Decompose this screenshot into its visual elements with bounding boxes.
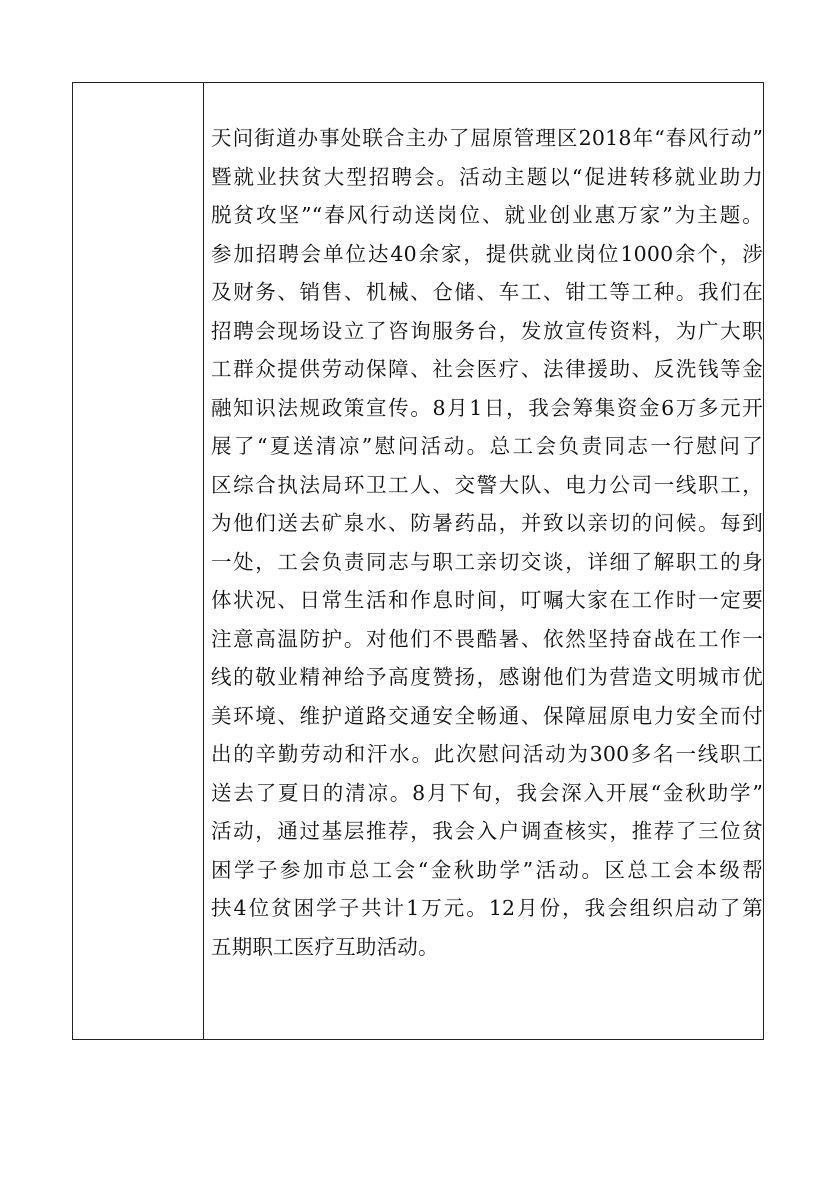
- table-column-divider: [203, 83, 204, 1039]
- text-line-last: 五期职工医疗互助活动。: [211, 934, 439, 959]
- text-line: 及财务、销售、机械、仓储、车工、钳工等工种。我们在: [211, 280, 763, 304]
- text-line: 线的敬业精神给予高度赞扬，感谢他们为营造文明城市优: [211, 665, 763, 689]
- text-line: 暨就业扶贫大型招聘会。活动主题以“促进转移就业助力: [211, 164, 763, 189]
- text-line: 区综合执法局环卫工人、交警大队、电力公司一线职工，: [211, 472, 763, 497]
- text-line: 送去了夏日的清凉。8月下旬，我会深入开展“金秋助学”: [211, 780, 763, 805]
- text-line: 脱贫攻坚”“春风行动送岗位、就业创业惠万家”为主题。: [211, 203, 763, 227]
- text-line: 为他们送去矿泉水、防暑药品，并致以亲切的问候。每到: [211, 511, 763, 535]
- text-line: 天问街道办事处联合主办了屈原管理区2018年“春风行动”: [211, 126, 763, 150]
- text-line: 体状况、日常生活和作息时间，叮嘱大家在工作时一定要: [211, 588, 763, 612]
- text-line: 美环境、维护道路交通安全畅通、保障屈原电力安全而付: [211, 703, 763, 728]
- text-line: 参加招聘会单位达40余家，提供就业岗位1000余个，涉: [211, 241, 763, 266]
- text-line: 招聘会现场设立了咨询服务台，发放宣传资料，为广大职: [211, 318, 763, 343]
- text-line: 注意高温防护。对他们不畏酷暑、依然坚持奋战在工作一: [211, 626, 763, 651]
- text-line: 展了“夏送清凉”慰问活动。总工会负责同志一行慰问了: [211, 434, 763, 458]
- text-line: 活动，通过基层推荐，我会入户调查核实，推荐了三位贫: [211, 819, 763, 843]
- text-line: 工群众提供劳动保障、社会医疗、法律援助、反洗钱等金: [211, 357, 763, 381]
- text-line: 一处，工会负责同志与职工亲切交谈，详细了解职工的身: [211, 549, 763, 574]
- text-line: 困学子参加市总工会“金秋助学”活动。区总工会本级帮: [211, 857, 763, 882]
- table-left-cell: [73, 83, 203, 1039]
- text-line: 融知识法规政策宣传。8月1日，我会筹集资金6万多元开: [211, 395, 763, 420]
- text-line: 扶4位贫困学子共计1万元。12月份，我会组织启动了第: [211, 896, 763, 920]
- document-table: [72, 82, 764, 1040]
- text-line: 出的辛勤劳动和汗水。此次慰问活动为300多名一线职工: [211, 742, 763, 766]
- table-content-cell: [211, 119, 763, 966]
